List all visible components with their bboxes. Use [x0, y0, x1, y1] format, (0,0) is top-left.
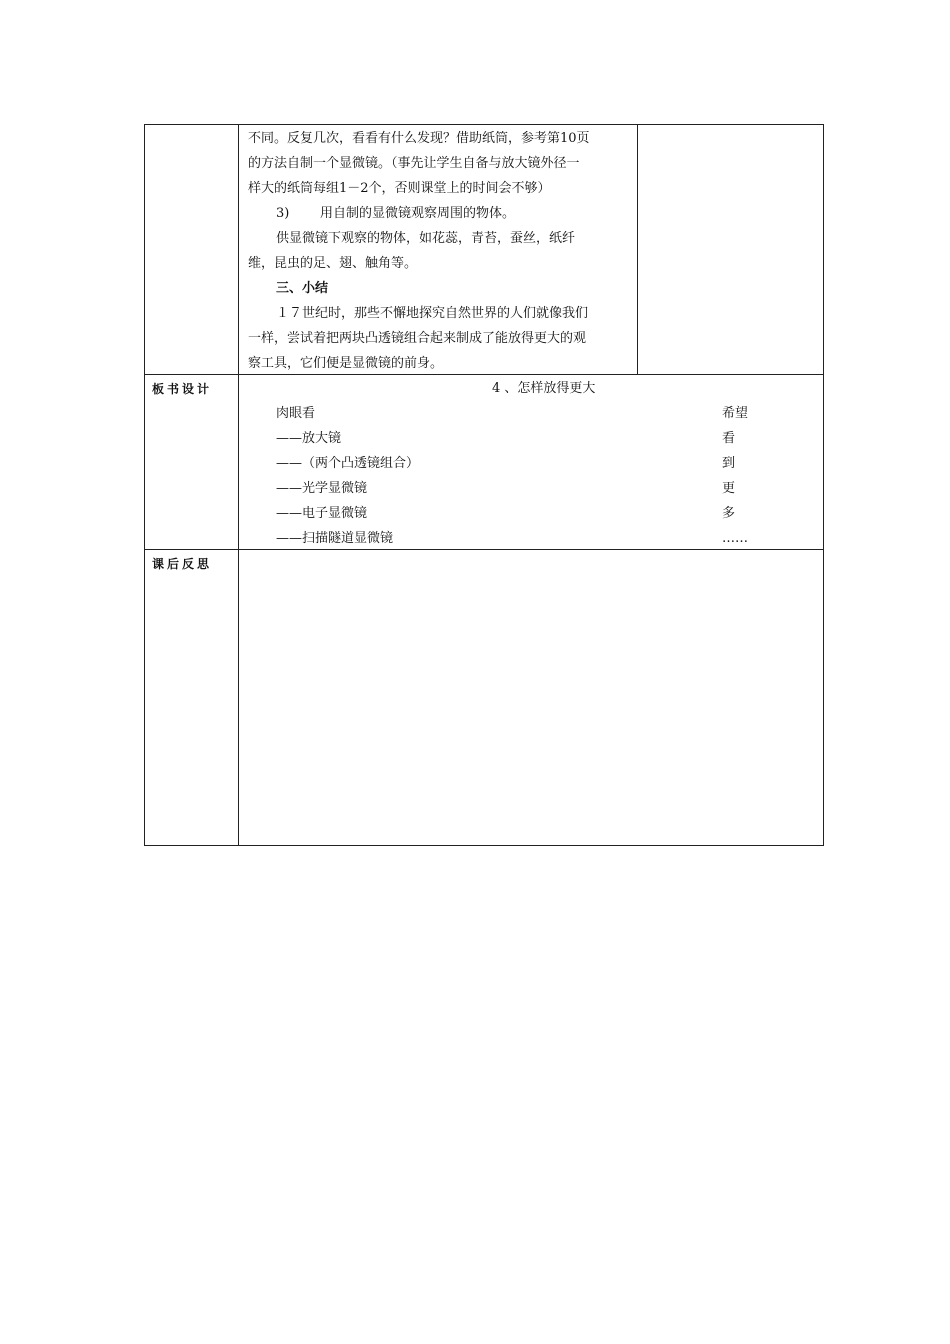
content-line: 维，昆虫的足、翅、触角等。 [248, 256, 418, 271]
board-left-item: ——（两个凸透镜组合） [276, 456, 420, 471]
content-line: 用自制的显微镜观察周围的物体。 [320, 206, 516, 221]
board-left-item: ——放大镜 [276, 431, 342, 446]
board-label: 板书设计 [152, 382, 213, 396]
column-divider-label [238, 124, 239, 846]
content-step-number: 3) [276, 206, 290, 221]
board-title: 4 、怎样放得更大 [492, 381, 596, 396]
column-divider-notes [637, 124, 638, 374]
content-line: 一样，尝试着把两块凸透镜组合起来制成了能放得更大的观 [248, 331, 587, 346]
board-left-item: ——电子显微镜 [276, 506, 368, 521]
board-right-item: 更 [722, 481, 736, 496]
content-line: 不同。反复几次，看看有什么发现？借助纸筒，参考第10页 [248, 131, 590, 146]
content-line: 样大的纸筒每组1－2个，否则课堂上的时间会不够） [248, 181, 551, 196]
reflection-label: 课后反思 [152, 557, 213, 571]
board-right-item: 到 [722, 456, 736, 471]
section-heading: 三、小结 [276, 281, 329, 296]
content-line: 的方法自制一个显微镜。（事先让学生自备与放大镜外径一 [248, 156, 580, 171]
board-right-item: 希望 [722, 406, 749, 421]
content-line: 察工具，它们便是显微镜的前身。 [248, 356, 444, 371]
board-left-item: ——光学显微镜 [276, 481, 368, 496]
row-divider-board [144, 374, 824, 375]
content-line: １７世纪时，那些不懈地探究自然世界的人们就像我们 [276, 306, 589, 321]
board-left-item: 肉眼看 [276, 406, 316, 421]
content-line: 供显微镜下观察的物体，如花蕊，青苔，蚕丝，纸纤 [276, 231, 576, 246]
board-right-item: 多 [722, 506, 736, 521]
board-right-item: 看 [722, 431, 736, 446]
board-right-item: …… [722, 531, 748, 546]
board-left-item: ——扫描隧道显微镜 [276, 531, 394, 546]
